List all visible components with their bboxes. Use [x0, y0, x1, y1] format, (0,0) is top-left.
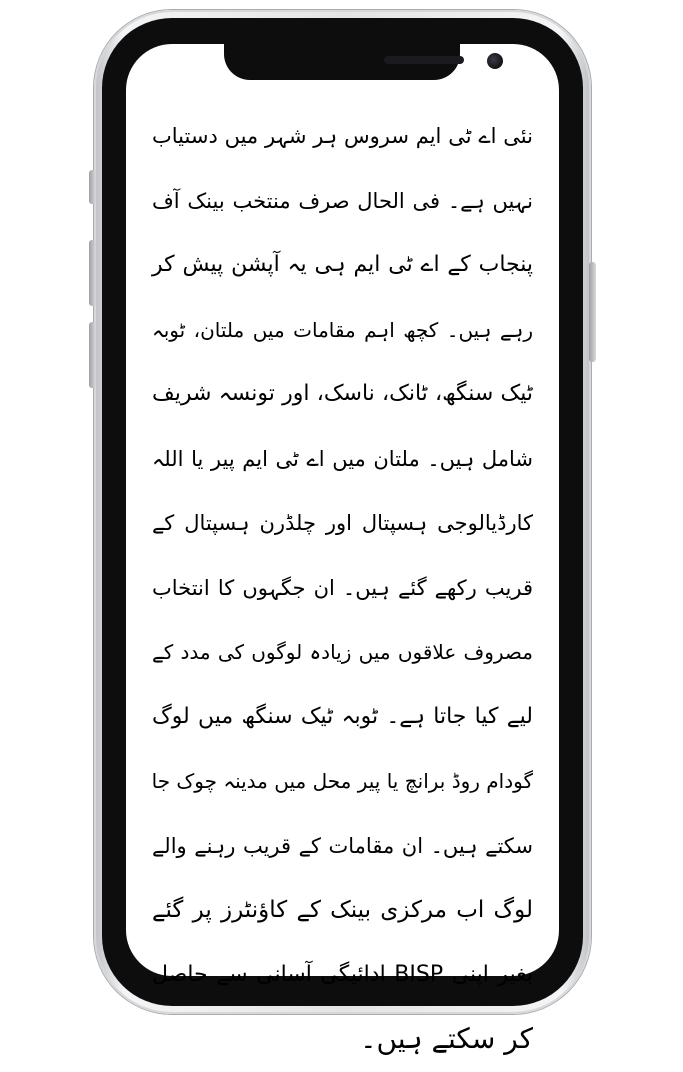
article-line: کارڈیالوجی ہسپتال اور چلڈرن ہسپتال کے: [152, 511, 533, 535]
article-line: لوگ اب مرکزی بینک کے کاؤنٹرز پر گئے: [152, 897, 533, 923]
article-line: نہیں ہے۔ فی الحال صرف منتخب بینک آف: [152, 188, 533, 213]
article-line: بغیر اپنی BISP ادائیگی آسانی سے حاصل: [152, 961, 534, 987]
silent-switch: [89, 170, 96, 204]
volume-down-button: [89, 322, 96, 388]
notch: [224, 44, 460, 80]
article-line: پنجاب کے اے ٹی ایم ہی یہ آپشن پیش کر: [152, 252, 533, 277]
article-line: شامل ہیں۔ ملتان میں اے ٹی ایم پیر یا اللہ: [152, 446, 533, 471]
article-line: سکتے ہیں۔ ان مقامات کے قریب رہنے والے: [152, 833, 533, 858]
phone-screen: [126, 44, 559, 1055]
front-camera-icon: [487, 53, 503, 69]
article-line: ٹیک سنگھ، ٹانک، ناسک، اور تونسہ شریف: [152, 381, 533, 406]
volume-up-button: [89, 240, 96, 306]
article-line: گودام روڈ برانچ یا پیر محل میں مدینہ چوک جا: [151, 769, 533, 793]
article-line-last: کر سکتے ہیں۔: [360, 1022, 533, 1055]
speaker-grille: [384, 56, 464, 64]
article-line: مصروف علاقوں میں زیادہ لوگوں کی مدد کے: [152, 640, 533, 664]
article-text: [152, 104, 533, 1072]
article-line: لیے کیا جاتا ہے۔ ٹوبہ ٹیک سنگھ میں لوگ: [152, 703, 533, 729]
article-line: نئی اے ٹی ایم سروس ہر شہر میں دستیاب: [152, 124, 533, 148]
article-line: قریب رکھے گئے ہیں۔ ان جگہوں کا انتخاب: [152, 575, 533, 600]
power-button: [589, 262, 596, 362]
article-line: رہے ہیں۔ کچھ اہم مقامات میں ملتان، ٹوبہ: [152, 317, 533, 342]
